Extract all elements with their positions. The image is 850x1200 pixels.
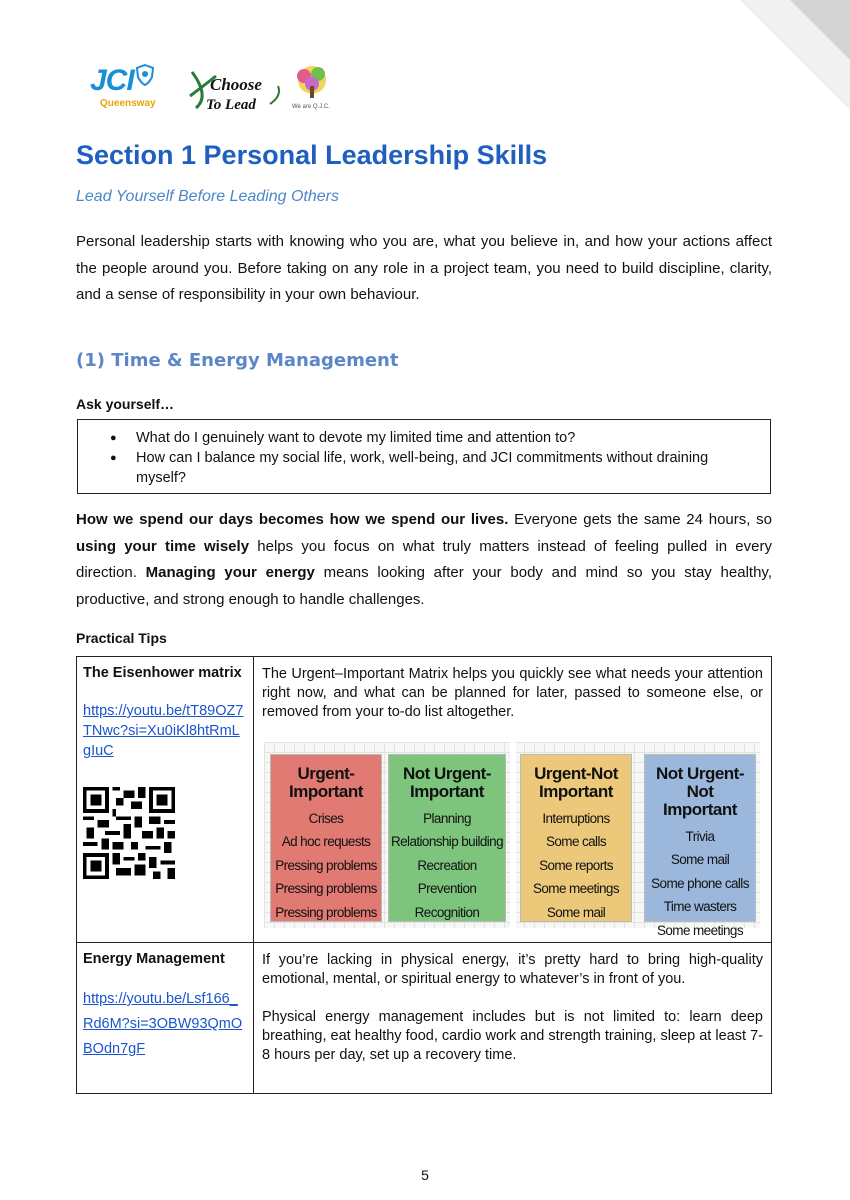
quadrant-item: Time wasters [663,899,737,915]
quadrant-item: Trivia [685,829,715,844]
quadrant-item: Some phone calls [651,875,749,891]
bold-phrase: Managing your energy [145,564,315,581]
qjc-text: We are Q.J.C. [292,104,330,110]
quadrant-title: Urgent-Not Important [534,764,618,801]
eisenhower-matrix-image [264,742,760,938]
qjc-tree-logo [290,64,334,112]
section-heading: (1) Time & Energy Management [76,350,399,371]
text-span: means looking after your body and mind so you stay healthy, productive, and strong enough to handle challenges. [76,564,772,608]
quadrant-item: Pressing problems [275,904,377,920]
quadrant-urgent-important [270,754,382,922]
choose-to-lead-logo [186,66,286,112]
jci-logo: JCI [90,64,154,98]
ask-yourself-label: Ask yourself… [76,396,175,412]
quadrant-item: Relationship building [391,834,503,850]
quadrant-title: Not Urgent- Important [403,764,491,801]
page-number: 5 [421,1167,429,1183]
quadrant-not-urgent-important [388,754,506,922]
to-lead-text: To Lead [206,97,256,112]
page-corner-decoration [740,0,850,110]
choose-text: Choose [210,75,262,94]
questions-box [77,419,771,494]
text-span: Everyone gets the same 24 hours, so [508,511,772,528]
quadrant-urgent-not-important [520,754,632,922]
practical-tips-label: Practical Tips [76,630,167,646]
qr-code-icon [83,787,175,879]
question-item: ● What do I genuinely want to devote my limited time and attention to? [106,428,762,448]
energy-description-1: If you’re lacking in physical energy, it’s pretty hard to bring high-quality emotional, mental, or spiritual energy to whatever’s in front of you. [262,952,763,987]
quadrant-title: Not Urgent-Not Important [656,764,744,819]
quadrant-item: Some mail [546,904,606,920]
quadrant-title: Urgent- Important [289,764,363,801]
text-span: helps you focus on what truly matters instead of feeling pulled in every direction. [76,537,772,581]
energy-description-2: Physical energy management includes but is not limited to: learn deep breathing, eat healthy food, cardio work and strength training, sleep at least 7-8 hours per day, set up a recovery time. [262,1009,763,1063]
quadrant-item: Planning [423,811,471,826]
tip-description-cell [254,943,772,1094]
quadrant-item: Ad hoc requests [281,834,371,850]
quadrant-item: Some calls [545,834,607,850]
energy-management-title: Energy Management [83,951,225,967]
bold-phrase: using your time wisely [76,537,250,555]
question-item: ● How can I balance my social life, work, well-being, and JCI commitments without draining myself? [106,448,762,488]
eisenhower-video-link[interactable]: https://youtu.be/tT89OZ7TNwc?si=Xu0iKl8htRmLgIuC [83,703,244,759]
quadrant-item: Some reports [539,857,613,873]
quadrant-item: Some mail [670,852,730,868]
bold-phrase: How we spend our days becomes how we spend our lives. [76,511,509,528]
header-logos [90,62,350,112]
jci-logo-subtitle: Queensway [100,98,156,109]
quadrant-item: Pressing problems [275,881,377,897]
matrix-separator [510,742,516,928]
quadrant-item: Some meetings [533,881,619,897]
table-row [77,943,772,1094]
quadrant-item: Some meetings [657,922,743,938]
tip-title-cell [77,943,254,1094]
quadrant-item: Prevention [417,881,477,897]
table-row [77,657,772,943]
page-title: Section 1 Personal Leadership Skills [76,140,548,170]
intro-paragraph: Personal leadership starts with knowing who you are, what you believe in, and how your actions affect the people around you. Before taking on any role in a project team, you need to build discipline, clarity, and a sense of responsibility in your own behaviour. [76,233,772,303]
quadrant-item: Recognition [414,904,480,920]
time-energy-paragraph [76,507,772,613]
tip-description-cell [254,657,772,943]
page-subtitle: Lead Yourself Before Leading Others [76,188,339,205]
quadrant-item: Pressing problems [275,857,377,873]
shield-icon [136,64,154,86]
tips-table [76,656,772,1094]
tip-title-cell [77,657,254,943]
eisenhower-title: The Eisenhower matrix [83,665,242,681]
quadrant-not-urgent-not-important [644,754,756,938]
eisenhower-description: The Urgent–Important Matrix helps you quickly see what needs your attention right now, and what can be planned for later, passed to someone else, or removed from your to-do list altogether. [262,666,763,720]
quadrant-item: Recreation [417,857,477,873]
quadrant-item: Crises [308,811,344,826]
quadrant-item: Interruptions [542,811,610,826]
energy-video-link[interactable]: https://youtu.be/Lsf166_Rd6M?si=3OBW93QmOBOdn7gF [83,991,243,1057]
questions-list [106,428,762,488]
